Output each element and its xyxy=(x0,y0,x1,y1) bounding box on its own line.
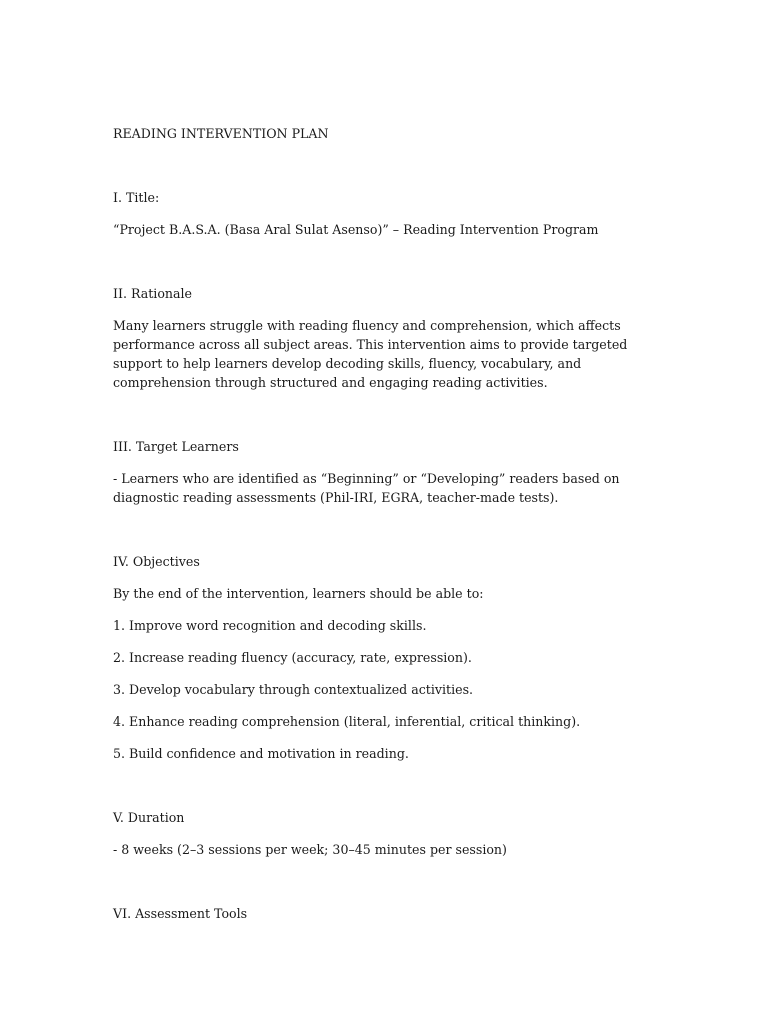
section-heading-target-learners: III. Target Learners xyxy=(113,439,239,454)
objective-item: 4. Enhance reading comprehension (literal, inferential, critical thinking). xyxy=(113,714,581,729)
document-body xyxy=(113,124,658,923)
objective-item: 1. Improve word recognition and decoding skills. xyxy=(113,618,427,633)
document-title: READING INTERVENTION PLAN xyxy=(113,126,329,141)
objective-item: 5. Build confidence and motivation in reading. xyxy=(113,746,409,761)
objective-item: 3. Develop vocabulary through contextualized activities. xyxy=(113,682,474,697)
section-heading-objectives: IV. Objectives xyxy=(113,554,200,569)
section-heading-assessment-tools: VI. Assessment Tools xyxy=(113,906,248,921)
project-title-text: “Project B.A.S.A. (Basa Aral Sulat Asenso)” – Reading Intervention Program xyxy=(113,222,599,237)
section-heading-duration: V. Duration xyxy=(113,810,185,825)
duration-text: - 8 weeks (2–3 sessions per week; 30–45 minutes per session) xyxy=(113,842,507,857)
objective-item: 2. Increase reading fluency (accuracy, rate, expression). xyxy=(113,650,472,665)
objectives-intro: By the end of the intervention, learners should be able to: xyxy=(113,586,484,601)
rationale-paragraph: Many learners struggle with reading fluency and comprehension, which affects performance across all subject areas. This intervention aims to provide targeted support to help learners develop decoding skills, fluency, vocabulary, and comprehension through structured and engaging reading activities. xyxy=(113,318,628,390)
target-learners-paragraph: - Learners who are identified as “Beginning” or “Developing” readers based on diagnostic reading assessments (Phil-IRI, EGRA, teacher-made tests). xyxy=(113,471,620,505)
section-heading-title: I. Title: xyxy=(113,190,160,205)
section-heading-rationale: II. Rationale xyxy=(113,286,193,301)
